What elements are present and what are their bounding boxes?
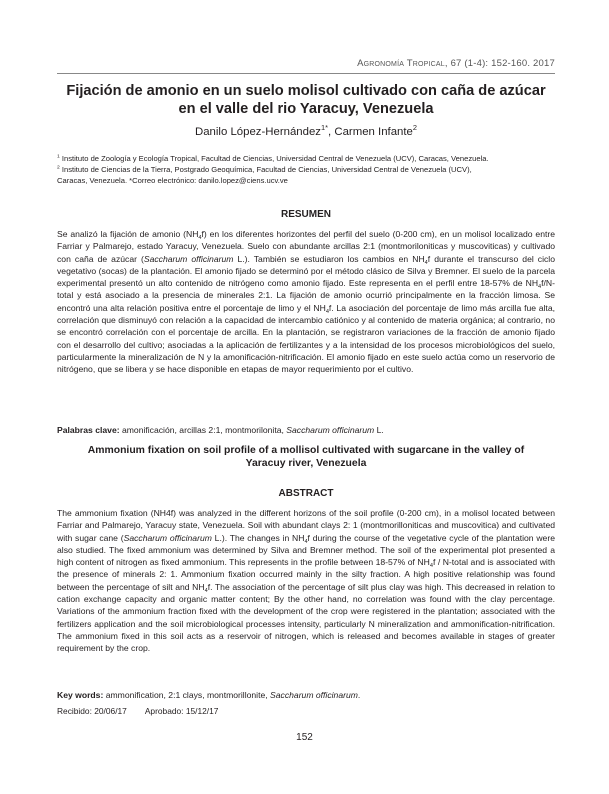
affiliations	[57, 154, 555, 186]
header-rule	[57, 73, 555, 74]
article-dates	[57, 706, 236, 716]
approved-date: Aprobado: 15/12/17	[144, 706, 219, 716]
page-number: 152	[296, 732, 313, 743]
abstract-heading: ABSTRACT	[278, 488, 334, 499]
journal-name: Agronomía Tropical	[357, 58, 445, 69]
article-title	[57, 82, 555, 118]
author-2: Carmen Infante	[334, 126, 413, 138]
author-1: Danilo López-Hernández	[194, 126, 321, 138]
title-line-1: Fijación de amonio en un suelo molisol cultivado con caña de azúcar	[66, 83, 546, 99]
received-date: Recibido: 20/06/17	[57, 706, 127, 716]
affiliation-2: $^2$ Instituto de Ciencias de la Tierra, Postgrado Geoquímica, Facultad de Ciencias, Universidad Central de Venezuela (UCV),	[57, 164, 472, 174]
affiliation-1: $^1$ Instituto de Zoología y Ecología Tropical, Facultad de Ciencias, Universidad Central de Venezuela (UCV), Caracas, Venezuela.	[57, 154, 489, 163]
resumen-heading: RESUMEN	[280, 209, 331, 220]
abstract-text: The ammonium fixation (NH4f) was analyzed in the different horizons of the soil profile (0-200 cm), in a molisol located between Farriar and Palmarejo, Yaracuy state, Venezuela. Soil with abundant clays 2: 1 (montmorilloniticas and muscovitica) and cultivated with sugar cane (Saccharum officinarum L.). The changes in $NH_4f$ during the course of the vegetative cycle of the plantation were also studied. The fixed ammonium was determined by Silva and Bremner method. The soil of the experimental plot presented a high content of nitrogen as fixed ammonium. This represents in the profile between 18-57% of $NH_4f$ / N-total and is associated with the presence of minerals 2: 1. Ammonium fixation occurred mainly in the silty fraction. A high positive relationship was found between the percentage of silt and $NH_4f$. The association of the percentage of silt plus clay was high. This decreased in relation to cation exchange capacity and organic matter content; By the other hand, no correlation was found with the clay percentage. Variations of the ammonium fraction fixed with the development of the crop were registered in the plantation; associated with the fertilizers application and the soil microbiological processes intensity, particularly N mineralization and ammonification-nitrification. The ammonium fixed in this soil acts as a reservoir of nitrogen, which is released and becomes available in stages of greater requirement by the crop.	[57, 508, 555, 654]
author-list	[57, 123, 555, 138]
english-title-line-1: Ammonium fixation on soil profile of a mollisol cultivated with sugarcane in the valley of	[87, 445, 525, 456]
resumen-text: Se analizó la fijación de amonio $(NH_4f)$ en los diferentes horizontes del perfil del suelo (0-200 cm), en un molisol localizado entre Farriar y Palmarejo, estado Yaracuy, Venezuela. Suelo con abundante arcillas 2:1 (montmoriloniticas y muscoviticas) y cultivado con caña de azúcar (Saccharum officinarum L.). También se estudiaron los cambios en $NH_4f$ durante el transcurso del ciclo vegetativo (socas) de la plantación. El amonio fijado se determinó por el método clásico de Silva y Bremner. El suelo de la parcela experimental presentó un alto contenido de nitrógeno como amonio fijado. Este representa en el perfil entre 18-57% de $NH_4f/N$-total y está asociado a la presencia de minerales 2:1. La fijación de amonio ocurrió principalmente en la fracción limosa. Se encontró una alta relación positiva entre el porcentaje de limo y el $NH_4f$. La asociación del porcentaje de limo más arcilla fue alta, correlación que disminuyó con relación a la capacidad de intercambio catiónico y al contenido de materia orgánica; al contrario, no se encontró correlación con el porcentaje de arcilla. En la plantación, se registraron variaciones de la fracción de amonio fijado con el desarrollo del cultivo; asociadas a la aplicación de fertilizantes y a la intensidad de los procesos microbiológicos del suelo, particularmente la mineralización de N y la amonificación-nitrificación. El amonio fijado en este suelo actúa como un reservorio de nitrógeno, que se libera y se hace disponible en etapas de mayor requerimiento por el cultivo.	[57, 229, 555, 375]
journal-citation: , 67 (1-4): 152-160. 2017	[444, 58, 555, 69]
title-line-2: en el valle del rio Yaracuy, Venezuela	[178, 101, 434, 117]
palabras-clave: Palabras clave: amonificación, arcillas 2:1, montmorilonita, Saccharum officinarum L.	[57, 425, 384, 435]
key-words: Key words: ammonification, 2:1 clays, montmorillonite, Saccharum officinarum.	[57, 690, 361, 700]
author-1-mark: 1*	[321, 123, 329, 133]
english-title-line-2: Yaracuy river, Venezuela	[245, 458, 367, 470]
author-2-mark: 2	[412, 123, 417, 133]
affiliation-2-contact: Caracas, Venezuela. *Correo electrónico: danilo.lopez@ciens.ucv.ve	[57, 175, 288, 185]
author-separator: ,	[328, 126, 335, 138]
running-header	[57, 58, 555, 69]
english-title	[57, 444, 555, 471]
